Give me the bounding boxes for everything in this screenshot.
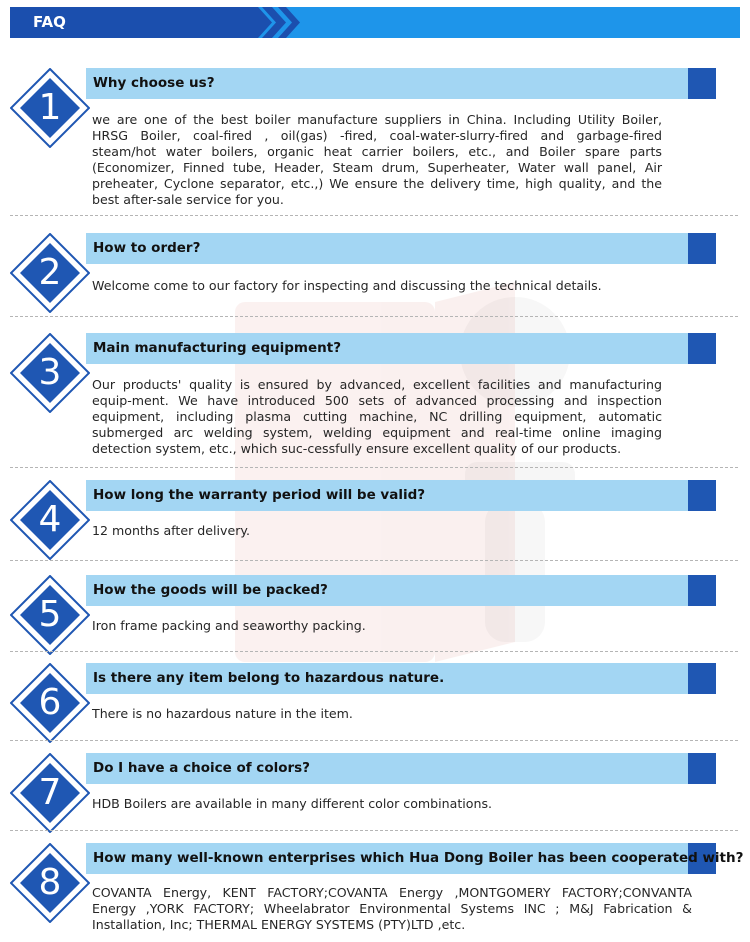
faq-number: 4 (38, 499, 62, 540)
header-banner-graphic (10, 7, 740, 38)
faq-number: 3 (38, 352, 62, 393)
question-bar-end (688, 663, 716, 694)
faq-question: How the goods will be packed? (93, 582, 328, 598)
faq-answer: Welcome come to our factory for inspecting and discussing the technical details. (92, 278, 602, 293)
faq-answer: 12 months after delivery. (92, 523, 251, 538)
faq-question: How long the warranty period will be valid? (93, 487, 426, 503)
faq-answer: Iron frame packing and seaworthy packing. (92, 618, 366, 633)
question-bar-end (688, 753, 716, 784)
question-bar-end (688, 575, 716, 606)
separator (10, 467, 738, 468)
faq-number: 7 (38, 772, 62, 813)
faq-number: 1 (38, 87, 62, 128)
faq-answer: HDB Boilers are available in many different color combinations. (92, 796, 493, 811)
separator (10, 215, 738, 216)
faq-question: Why choose us? (93, 75, 215, 91)
page-title: FAQ (33, 13, 66, 31)
faq-header (10, 7, 740, 38)
faq-question: Main manufacturing equipment? (93, 340, 342, 356)
faq-number: 6 (38, 682, 62, 723)
faq-question: How to order? (93, 240, 201, 256)
separator (10, 316, 738, 317)
separator (10, 560, 738, 561)
question-bar-end (688, 333, 716, 364)
faq-number: 8 (38, 862, 62, 903)
faq-question: Do I have a choice of colors? (93, 760, 311, 776)
faq-answer: COVANTA Energy, KENT FACTORY;COVANTA Energy ,MONTGOMERY FACTORY;CONVANTA Energy ,YORK FACTORY; Wheelabrator Environmental Systems INC ; M&J Fabrication & Installation, Inc; THERMAL ENERGY SYSTEMS (PTY)LTD ,etc. (92, 885, 692, 932)
question-bar-end (688, 480, 716, 511)
separator (10, 830, 738, 831)
faq-question: How many well-known enterprises which Hua Dong Boiler has been cooperated with? (93, 850, 744, 866)
faq-number: 2 (38, 252, 62, 293)
question-bar-end (688, 233, 716, 264)
faq-number: 5 (38, 594, 62, 635)
faq-answer: we are one of the best boiler manufacture suppliers in China. Including Utility Boiler, HRSG Boiler, coal-fired , oil(gas) -fired, coal-water-slurry-fired and garbage-fired steam/hot water boilers, organic heat carrier boilers, etc., and Boiler spare parts (Economizer, Finned tube, Header, Steam drum, Superheater, Water wall panel, Air preheater, Cyclone separator, etc.,) We ensure the delivery time, high quality, and the best after-sale service for you. (92, 112, 662, 207)
separator (10, 651, 738, 652)
faq-answer: There is no hazardous nature in the item. (92, 706, 353, 721)
faq-answer: Our products' quality is ensured by advanced, excellent facilities and manufacturing equip-ment. We have introduced 500 sets of advanced processing and inspection equipment, including plasma cutting machine, NC drilling equipment, automatic submerged arc welding system, welding equipment and real-time online imaging detection system, etc., which suc-cessfully ensure excellent quality of our products. (92, 377, 662, 456)
separator (10, 740, 738, 741)
question-bar-end (688, 68, 716, 99)
faq-question: Is there any item belong to hazardous nature. (93, 670, 445, 686)
